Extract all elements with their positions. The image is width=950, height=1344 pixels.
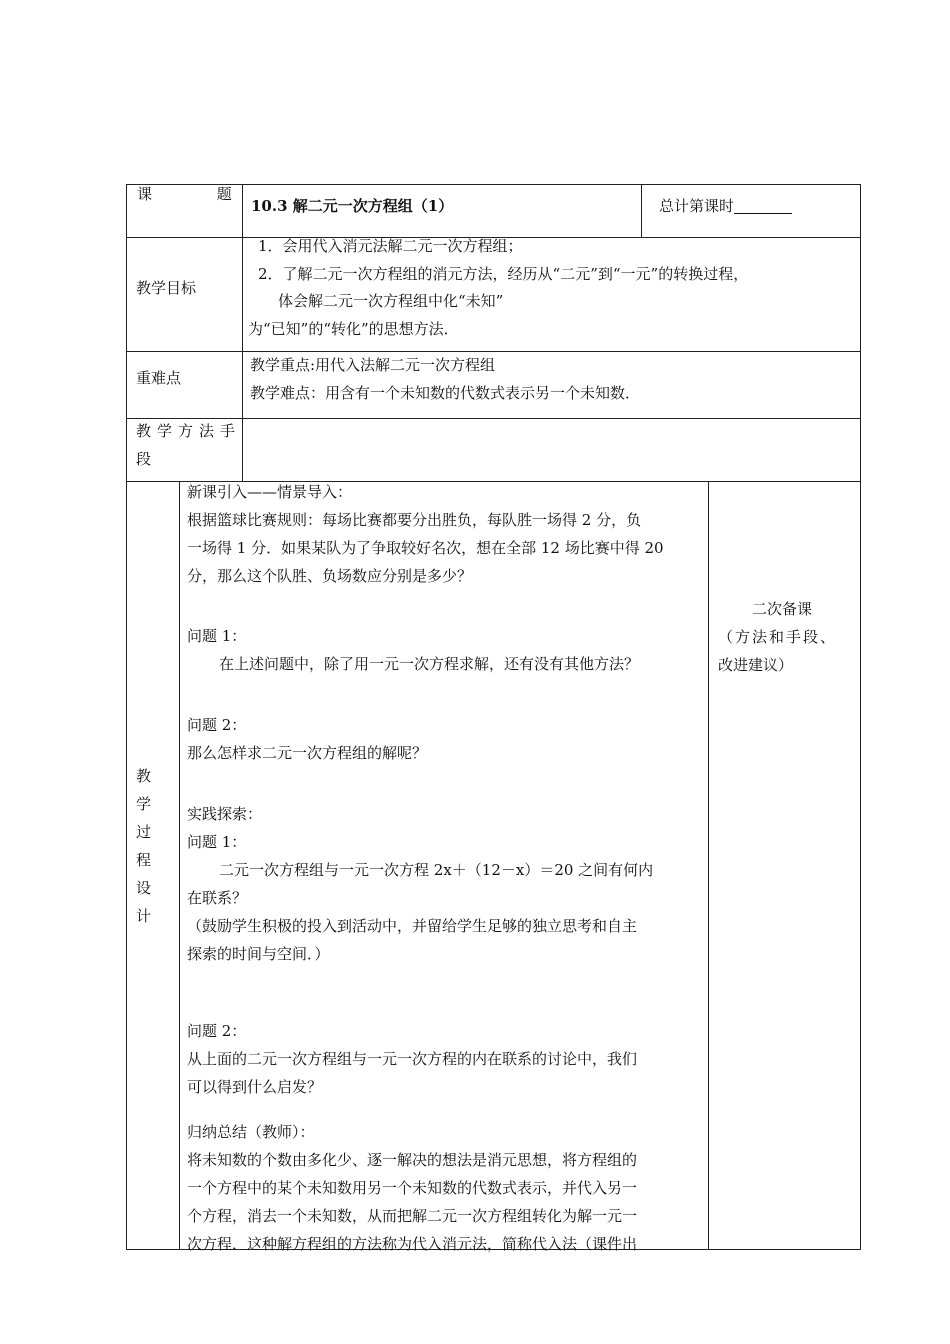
objectives-label: 教学目标 <box>136 279 197 297</box>
process-line: 实践探索： <box>187 805 263 823</box>
secondary-prep-title: 二次备课 <box>752 600 813 618</box>
process-label-char: 教 <box>136 767 152 785</box>
objective-line: 体会解二元一次方程组中化“未知” <box>278 292 504 310</box>
process-line: 在联系？ <box>187 889 248 907</box>
objective-line: 为“已知”的“转化”的思想方法． <box>248 320 459 338</box>
process-label-char: 程 <box>136 851 152 869</box>
objective-line: 2．了解二元一次方程组的消元方法，经历从“二元”到“一元”的转换过程， <box>258 265 749 283</box>
table-border <box>126 184 127 1250</box>
process-line: 一个方程中的某个未知数用另一个未知数的代数式表示，并代入另一 <box>187 1179 638 1197</box>
table-border <box>641 184 642 238</box>
process-line: 问题 2： <box>187 1022 247 1040</box>
teaching-difficulty: 教学难点：用含有一个未知数的代数式表示另一个未知数． <box>250 384 641 402</box>
lesson-label: 课 题 <box>137 185 262 203</box>
process-line: 次方程．这种解方程组的方法称为代入消元法，简称代入法（课件出 <box>187 1235 638 1253</box>
secondary-prep-note: 改进建议） <box>718 656 794 674</box>
methods-label: 段 <box>136 450 152 468</box>
table-border <box>242 184 243 482</box>
total-hours-label: 总计第课时 <box>659 197 735 215</box>
key-points-label: 重难点 <box>136 369 182 387</box>
table-border <box>708 481 709 1250</box>
table-border <box>179 481 180 1250</box>
process-label-char: 过 <box>136 823 152 841</box>
teaching-focus: 教学重点:用代入法解二元一次方程组 <box>250 356 496 374</box>
table-border <box>126 351 861 352</box>
process-line: 从上面的二元一次方程组与一元一次方程的内在联系的讨论中，我们 <box>187 1050 638 1068</box>
process-line: 那么怎样求二元一次方程组的解呢？ <box>187 744 428 762</box>
process-line: 新课引入——情景导入： <box>187 483 353 501</box>
process-line: 将未知数的个数由多化少、逐一解决的想法是消元思想，将方程组的 <box>187 1151 638 1169</box>
process-line: 在上述问题中，除了用一元一次方程求解，还有没有其他方法？ <box>219 655 640 673</box>
process-line: （鼓励学生积极的投入到活动中，并留给学生足够的独立思考和自主 <box>187 917 638 935</box>
process-line: 归纳总结（教师）： <box>187 1123 315 1141</box>
process-line: 分，那么这个队胜、负场数应分别是多少？ <box>187 567 473 585</box>
table-border <box>860 184 861 1250</box>
process-label-char: 计 <box>136 907 152 925</box>
process-line: 一场得 1 分．如果某队为了争取较好名次，想在全部 12 场比赛中得 20 <box>187 539 664 557</box>
process-label-char: 设 <box>136 879 152 897</box>
total-hours-blank <box>734 199 792 214</box>
process-line: 可以得到什么启发？ <box>187 1078 323 1096</box>
process-line: 根据篮球比赛规则：每场比赛都要分出胜负，每队胜一场得 2 分，负 <box>187 511 642 529</box>
total-hours-field <box>659 196 792 216</box>
secondary-prep-note: （方法和手段、 <box>718 628 838 646</box>
table-border <box>126 418 861 419</box>
process-line: 问题 2： <box>187 716 247 734</box>
process-line: 问题 1： <box>187 627 247 645</box>
process-label-char: 学 <box>136 795 152 813</box>
process-line: 探索的时间与空间．） <box>187 945 330 963</box>
process-line: 个方程，消去一个未知数，从而把解二元一次方程组转化为解一元一 <box>187 1207 638 1225</box>
process-line: 二元一次方程组与一元一次方程 2x＋（12－x）＝20 之间有何内 <box>219 861 654 879</box>
process-line: 问题 1： <box>187 833 247 851</box>
objective-line: 1．会用代入消元法解二元一次方程组； <box>258 237 523 255</box>
lesson-title: 10.3 解二元一次方程组（1） <box>251 197 454 215</box>
methods-label: 教学方法手 <box>136 422 242 440</box>
